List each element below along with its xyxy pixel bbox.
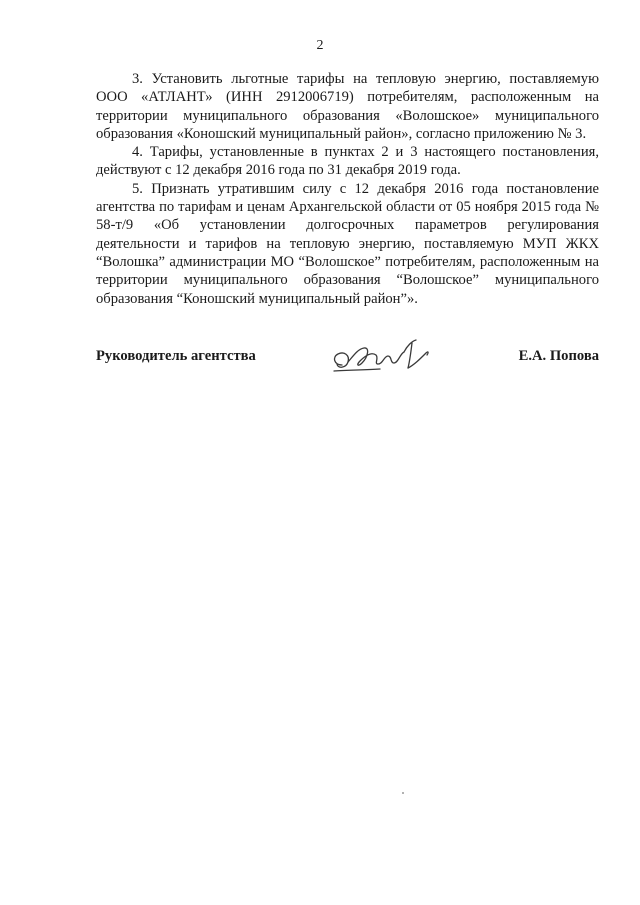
scan-speck	[402, 792, 404, 794]
paragraph-4: 4. Тарифы, установленные в пунктах 2 и 3 настоящего постановления, действуют с 12 декабря 2016 года по 31 декабря 2019 года.	[96, 144, 599, 179]
signatory-name: Е.А. Попова	[518, 348, 599, 364]
paragraph-5: 5. Признать утратившим силу с 12 декабря 2016 года постановление агентства по тарифам и ценам Архангельской области от 05 ноября 2015 года № 58-т/9 «Об установлении долгосрочных параметров регулирования деятельности и тарифов на тепловую энергию, поставляемую МУП ЖКХ “Волошка” администрации МО “Волошское” потребителям, расположенным на территории муниципального образования “Волошское” муниципального образования “Коношский муниципальный район”».	[96, 180, 599, 307]
handwritten-signature-icon	[328, 335, 438, 379]
page-number: 2	[316, 38, 324, 53]
paragraph-3: 3. Установить льготные тарифы на тепловую энергию, поставляемую ООО «АТЛАНТ» (ИНН 2912006719) потребителям, расположенным на территории муниципального образования «Волошское» муниципального образования «Коношский муниципальный район», согласно приложению № 3.	[96, 71, 599, 142]
signatory-role: Руководитель агентства	[96, 348, 256, 364]
signature-block	[96, 345, 599, 385]
document-body	[96, 70, 599, 308]
